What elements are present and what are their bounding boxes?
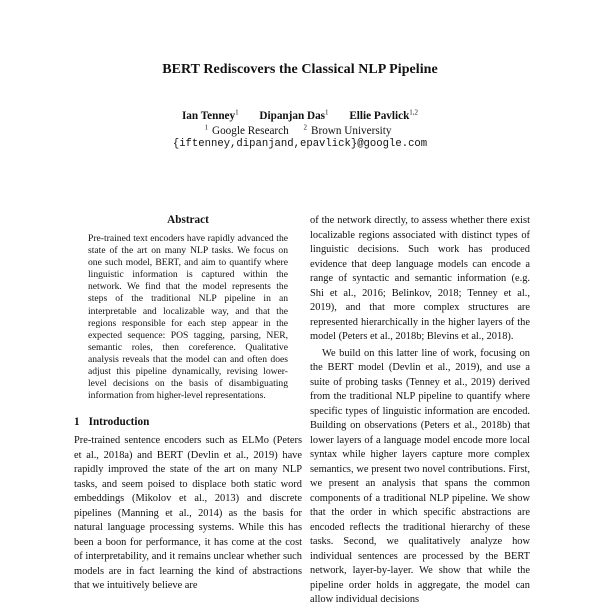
right-column bbox=[310, 214, 530, 608]
abstract-text: Pre-trained text encoders have rapidly advanced the state of the art on many NLP tasks. We focus on one such model, BERT, and aim to quantify where linguistic information is captured within the network. We find that the model represents the steps of the traditional NLP pipeline in an interpretable and localizable way, and that the regions responsible for each step appear in the expected sequence: POS tagging, parsing, NER, semantic roles, then coreference. Qualitative analysis reveals that the model can and often does adjust this pipeline dynamically, revising lower-level decisions on the basis of disambiguating information from higher-level representations. bbox=[88, 233, 288, 402]
affiliation-mark: 2 bbox=[303, 123, 308, 131]
author-emails[interactable]: {iftenney,dipanjand,epavlick}@google.com bbox=[172, 138, 428, 150]
author-affil-mark: 1 bbox=[325, 108, 329, 116]
affiliation-name: Brown University bbox=[311, 124, 392, 137]
section-number: 1 bbox=[74, 416, 80, 429]
author-affil-mark: 1,2 bbox=[409, 108, 419, 116]
author-list bbox=[0, 108, 600, 122]
affiliation bbox=[304, 125, 396, 137]
body-paragraph: of the network directly, to assess whether there exist localizable regions associated with distinct types of linguistic decisions. Such work has produced evidence that deep language models can encode a range of syntactic and semantic information (e.g. Shi et al., 2016; Belinkov, 2018; Tenney et al., 2019), and that more complex structures are represented hierarchically in the higher layers of the model (Peters et al., 2018b; Blevins et al., 2018). bbox=[310, 215, 530, 342]
left-column bbox=[74, 214, 302, 594]
author bbox=[182, 110, 239, 122]
author-name: Ian Tenney bbox=[181, 109, 236, 122]
author bbox=[349, 110, 418, 122]
body-paragraph: We build on this latter line of work, focusing on the BERT model (Devlin et al., 2019), and use a suite of probing tasks (Tenney et al., 2019) derived from the traditional NLP pipeline to quantify where specific types of linguistic information are encoded. Building on observations (Peters et al., 2018b) that lower layers of a language model encode more local syntax while higher layers capture more complex semantics, we present two novel contributions. First, we present an analysis that spans the common components of a traditional NLP pipeline. We show that the order in which specific abstractions are encoded reflects the traditional hierarchy of these tasks. Second, we qualitatively analyze how individual sentences are processed by the BERT network, layer-by-layer. We show that while the pipeline order holds in aggregate, the model can allow individual decisions bbox=[310, 347, 530, 605]
affiliation-name: Google Research bbox=[211, 124, 289, 137]
abstract-heading: Abstract bbox=[167, 214, 209, 226]
author-name: Ellie Pavlick bbox=[349, 109, 410, 122]
affiliations bbox=[0, 123, 600, 137]
author-affil-mark: 1 bbox=[235, 108, 239, 116]
author bbox=[259, 110, 328, 122]
affiliation bbox=[204, 125, 292, 137]
author-name: Dipanjan Das bbox=[259, 109, 326, 122]
section-heading-introduction bbox=[74, 416, 302, 428]
affiliation-mark: 1 bbox=[204, 123, 208, 131]
paper-title: BERT Rediscovers the Classical NLP Pipeline bbox=[162, 62, 438, 77]
section-title: Introduction bbox=[88, 416, 150, 429]
intro-paragraph: Pre-trained sentence encoders such as ELMo (Peters et al., 2018a) and BERT (Devlin et al., 2019) have rapidly improved the state of the art on many NLP tasks, and seem poised to displace both static word embeddings (Mikolov et al., 2013) and discrete pipelines (Manning et al., 2014) as the basis for natural language processing systems. While this has been a boon for performance, it has come at the cost of interpretability, and it remains unclear whether such models are in fact learning the kind of abstractions that we intuitively believe are bbox=[74, 435, 302, 592]
